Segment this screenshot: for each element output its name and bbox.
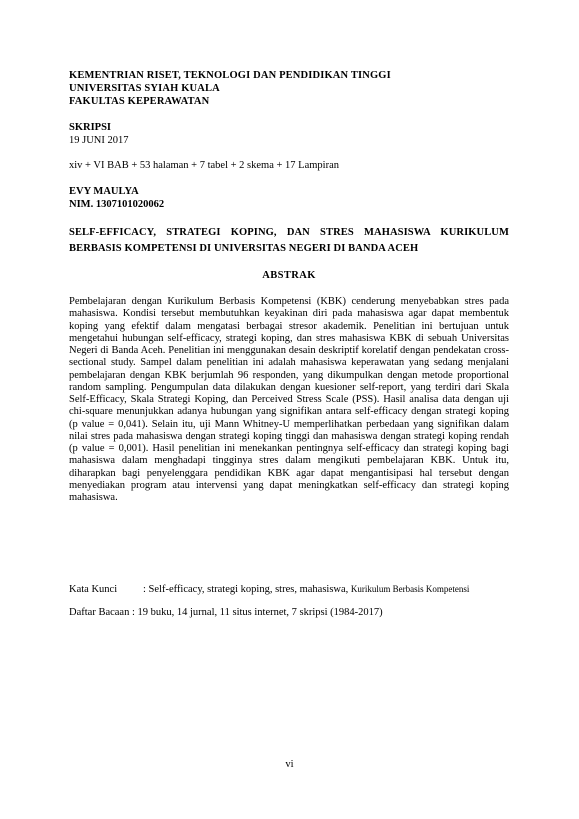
ministry-name: KEMENTRIAN RISET, TEKNOLOGI DAN PENDIDIKAN TINGGI [69,70,391,81]
university-name: UNIVERSITAS SYIAH KUALA [69,82,220,94]
faculty-name: FAKULTAS KEPERAWATAN [69,95,210,107]
thesis-title-line-2: BERBASIS KOMPETENSI DI UNIVERSITAS NEGERI DI BANDA ACEH [69,243,419,255]
abstract-heading: ABSTRAK [262,270,316,282]
institution-header [69,70,509,108]
document-metadata: xiv + VI BAB + 53 halaman + 7 tabel + 2 skema + 17 Lampiran [69,159,339,171]
author-block [69,186,509,212]
document-type-block [69,122,509,148]
keywords-value-small: Kurikulum Berbasis Kompetensi [350,584,470,594]
keywords-line [69,583,469,597]
document-type: SKRIPSI [69,122,112,134]
author-nim: NIM. 1307101020062 [69,198,165,210]
keywords-label: Kata Kunci [69,584,118,595]
author-name: EVY MAULYA [69,185,139,197]
thesis-title [69,225,509,257]
page-number: vi [285,759,294,770]
document-page [69,70,509,618]
references-summary: Daftar Bacaan : 19 buku, 14 jurnal, 11 situs internet, 7 skripsi (1984-2017) [69,607,383,618]
keywords-value: : Self-efficacy, strategi koping, stres, mahasiswa, [143,584,349,595]
thesis-title-line-1: SELF-EFFICACY, STRATEGI KOPING, DAN STRES MAHASISWA KURIKULUM [69,227,509,239]
document-date: 19 JUNI 2017 [69,135,129,147]
abstract-body: Pembelajaran dengan Kurikulum Berbasis Kompetensi (KBK) cenderung menyebabkan stres pada mahasiswa. Kondisi tersebut membutuhkan keyakinan diri pada mahasiswa agar dapat membentuk koping yang efektif dalam mengatasi berbagai stresor akademik. Penelitian ini bertujuan untuk mengetahui hubungan self-efficacy, strategi koping, dan stres mahasiswa KBK di sebuah Universitas Negeri di Banda Aceh. Penelitian ini menggunakan desain deskriptif korelatif dengan pendekatan cross-sectional study. Sampel dalam penelitian ini adalah mahasiswa keperawatan yang sedang menjalani pembelajaran dengan KBK berjumlah 96 responden, yang dikumpulkan dengan metode proportional random sampling. Pengumpulan data dilakukan dengan kuesioner self-report, yang terdiri dari Skala Self-Efficacy, Skala Strategi Koping, dan Perceived Stress Scale (PSS). Hasil analisa data dengan uji chi-square menunjukkan adanya hubungan yang signifikan antara self-efficacy dengan strategi koping (p value = 0,041). Selain itu, uji Mann Whitney-U memperlihatkan perbedaan yang signifikan dalam nilai stres pada mahasiswa dengan strategi koping tinggi dan mahasiswa dengan strategi koping rendah (p value = 0,001). Hasil penelitian ini menekankan pentingnya self-efficacy dan strategi koping bagi mahasiswa dalam menghadapi tingginya stres dalam mengikuti pembelajaran KBK. Untuk itu, diharapkan bagi penyelenggara pendidikan KBK agar dapat mengantisipasi hal tersebut dengan menyediakan program atau intervensi yang dapat meningkatkan self-efficacy dan strategi koping mahasiswa. [69,296,509,504]
